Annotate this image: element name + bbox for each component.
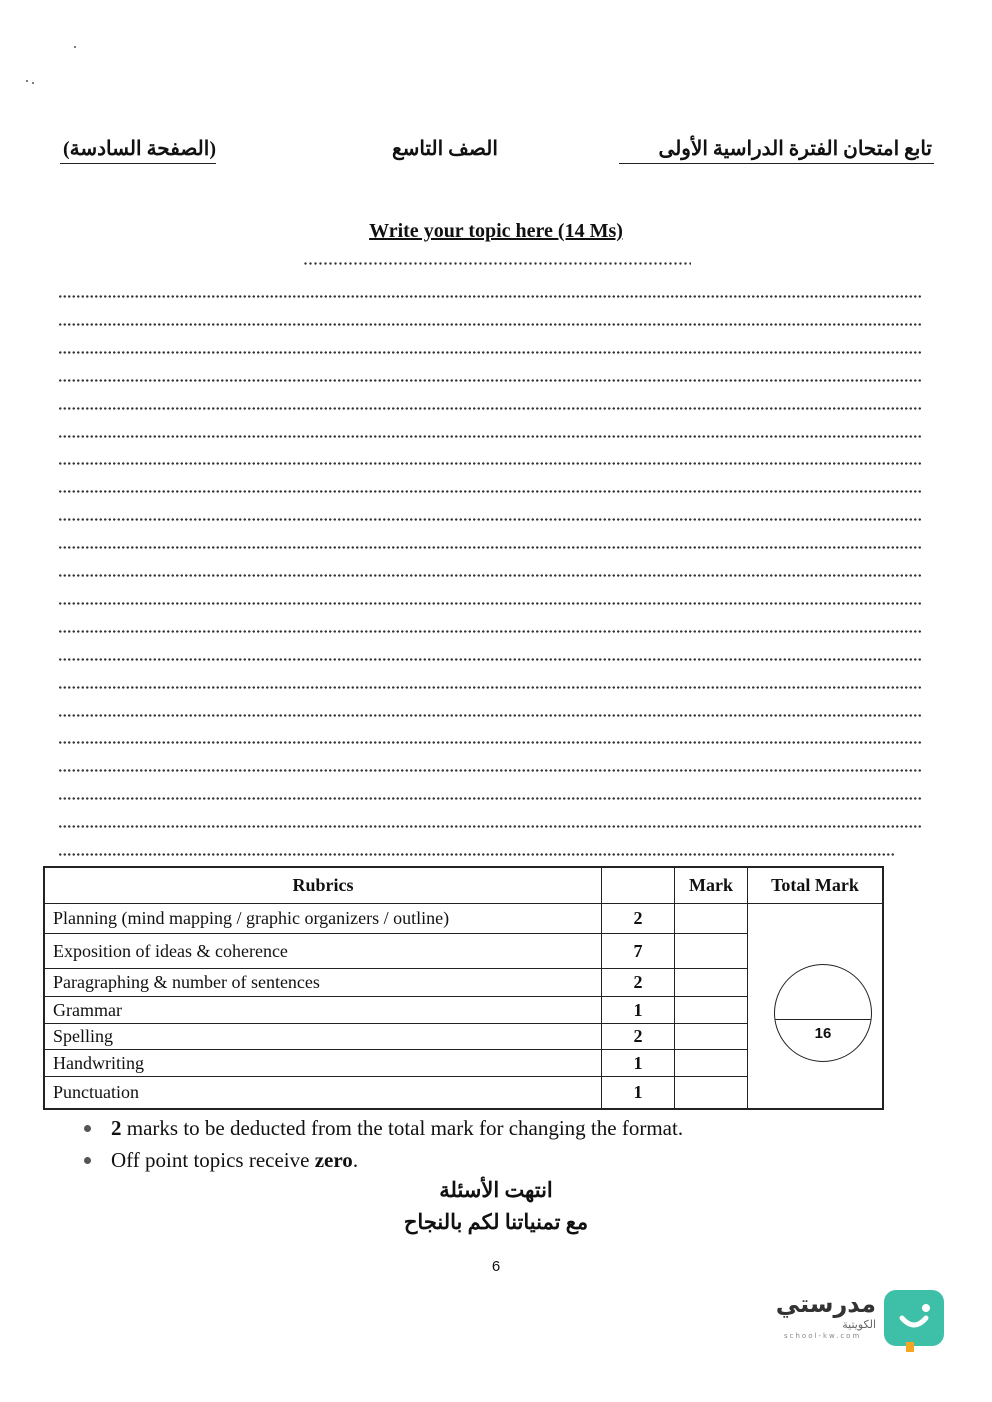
note-bold: zero xyxy=(314,1148,353,1172)
rubric-label: Punctuation xyxy=(44,1076,602,1109)
rubric-mark-cell[interactable] xyxy=(675,1023,748,1049)
writing-line[interactable] xyxy=(58,658,922,661)
scan-speck xyxy=(74,46,76,48)
topic-title-line[interactable] xyxy=(303,262,691,265)
brand-name: مدرستي xyxy=(775,1290,876,1318)
closing-line-2: مع تمنياتنا لكم بالنجاح xyxy=(403,1210,589,1234)
writing-line[interactable] xyxy=(58,769,922,772)
note-text: marks to be deducted from the total mark for changing the format. xyxy=(121,1116,684,1140)
rubric-mark-cell[interactable] xyxy=(675,1050,748,1076)
bullet-icon xyxy=(84,1125,91,1132)
rubric-score: 1 xyxy=(602,997,675,1023)
writing-line[interactable] xyxy=(58,574,922,577)
writing-line[interactable] xyxy=(58,630,922,633)
rubric-score: 1 xyxy=(602,1076,675,1109)
closing-line-1: انتهت الأسئلة xyxy=(439,1178,553,1202)
note-item xyxy=(84,1144,683,1176)
score-header xyxy=(602,867,675,903)
total-mark-cell xyxy=(748,903,884,1109)
rubric-score: 2 xyxy=(602,1023,675,1049)
page-number: 6 xyxy=(491,1258,501,1275)
rubric-mark-cell[interactable] xyxy=(675,968,748,997)
rubric-mark-cell[interactable] xyxy=(675,1076,748,1109)
grade-label: الصف التاسع xyxy=(392,138,498,160)
notes-list xyxy=(84,1112,683,1176)
writing-line[interactable] xyxy=(58,546,922,549)
rubric-label: Planning (mind mapping / graphic organizers / outline) xyxy=(44,903,602,934)
circle-divider xyxy=(775,1019,871,1021)
bullet-icon xyxy=(84,1157,91,1164)
brand-site: school-kw.com xyxy=(784,1332,862,1340)
writing-line[interactable] xyxy=(58,323,922,326)
writing-line[interactable] xyxy=(58,518,922,521)
rubric-mark-cell[interactable] xyxy=(675,903,748,934)
writing-line[interactable] xyxy=(58,379,922,382)
rubric-score: 2 xyxy=(602,903,675,934)
rubric-score: 2 xyxy=(602,968,675,997)
rubric-label: Spelling xyxy=(44,1023,602,1049)
writing-line[interactable] xyxy=(58,714,922,717)
note-item xyxy=(84,1112,683,1144)
rubrics-header: Rubrics xyxy=(44,867,602,903)
writing-line[interactable] xyxy=(58,686,922,689)
rubric-label: Exposition of ideas & coherence xyxy=(44,934,602,969)
writing-line[interactable] xyxy=(58,853,896,856)
rubric-score: 7 xyxy=(602,934,675,969)
writing-line[interactable] xyxy=(58,602,922,605)
note-bold: 2 xyxy=(111,1116,122,1140)
writing-line[interactable] xyxy=(58,741,922,744)
note-text: Off point topics receive xyxy=(111,1148,315,1172)
writing-line[interactable] xyxy=(58,351,922,354)
writing-line[interactable] xyxy=(58,435,922,438)
rubrics-table xyxy=(43,866,884,1110)
writing-line[interactable] xyxy=(58,462,922,465)
writing-line[interactable] xyxy=(58,407,922,410)
writing-line[interactable] xyxy=(58,797,922,800)
writing-line[interactable] xyxy=(58,295,922,298)
brand-logo-icon xyxy=(882,1288,946,1352)
total-mark-header: Total Mark xyxy=(748,867,884,903)
total-mark-circle[interactable] xyxy=(774,964,872,1062)
writing-line[interactable] xyxy=(58,825,922,828)
writing-line[interactable] xyxy=(58,490,922,493)
topic-title: Write your topic here (14 Ms) xyxy=(369,220,623,242)
scan-speck xyxy=(26,80,28,82)
total-mark-value: 16 xyxy=(814,1024,832,1042)
note-tail: . xyxy=(352,1148,359,1172)
rubric-label: Grammar xyxy=(44,997,602,1023)
brand-logo-text xyxy=(775,1290,876,1340)
brand-sub: الكويتية xyxy=(842,1318,876,1331)
rubric-label: Paragraphing & number of sentences xyxy=(44,968,602,997)
rubric-score: 1 xyxy=(602,1050,675,1076)
exam-title: تابع امتحان الفترة الدراسية الأولى xyxy=(619,136,934,164)
rubric-mark-cell[interactable] xyxy=(675,997,748,1023)
page-label: (الصفحة السادسة) xyxy=(60,136,216,164)
scan-speck xyxy=(32,82,34,84)
mark-header: Mark xyxy=(675,867,748,903)
rubric-label: Handwriting xyxy=(44,1050,602,1076)
closing-message xyxy=(396,1174,596,1238)
rubric-mark-cell[interactable] xyxy=(675,934,748,969)
